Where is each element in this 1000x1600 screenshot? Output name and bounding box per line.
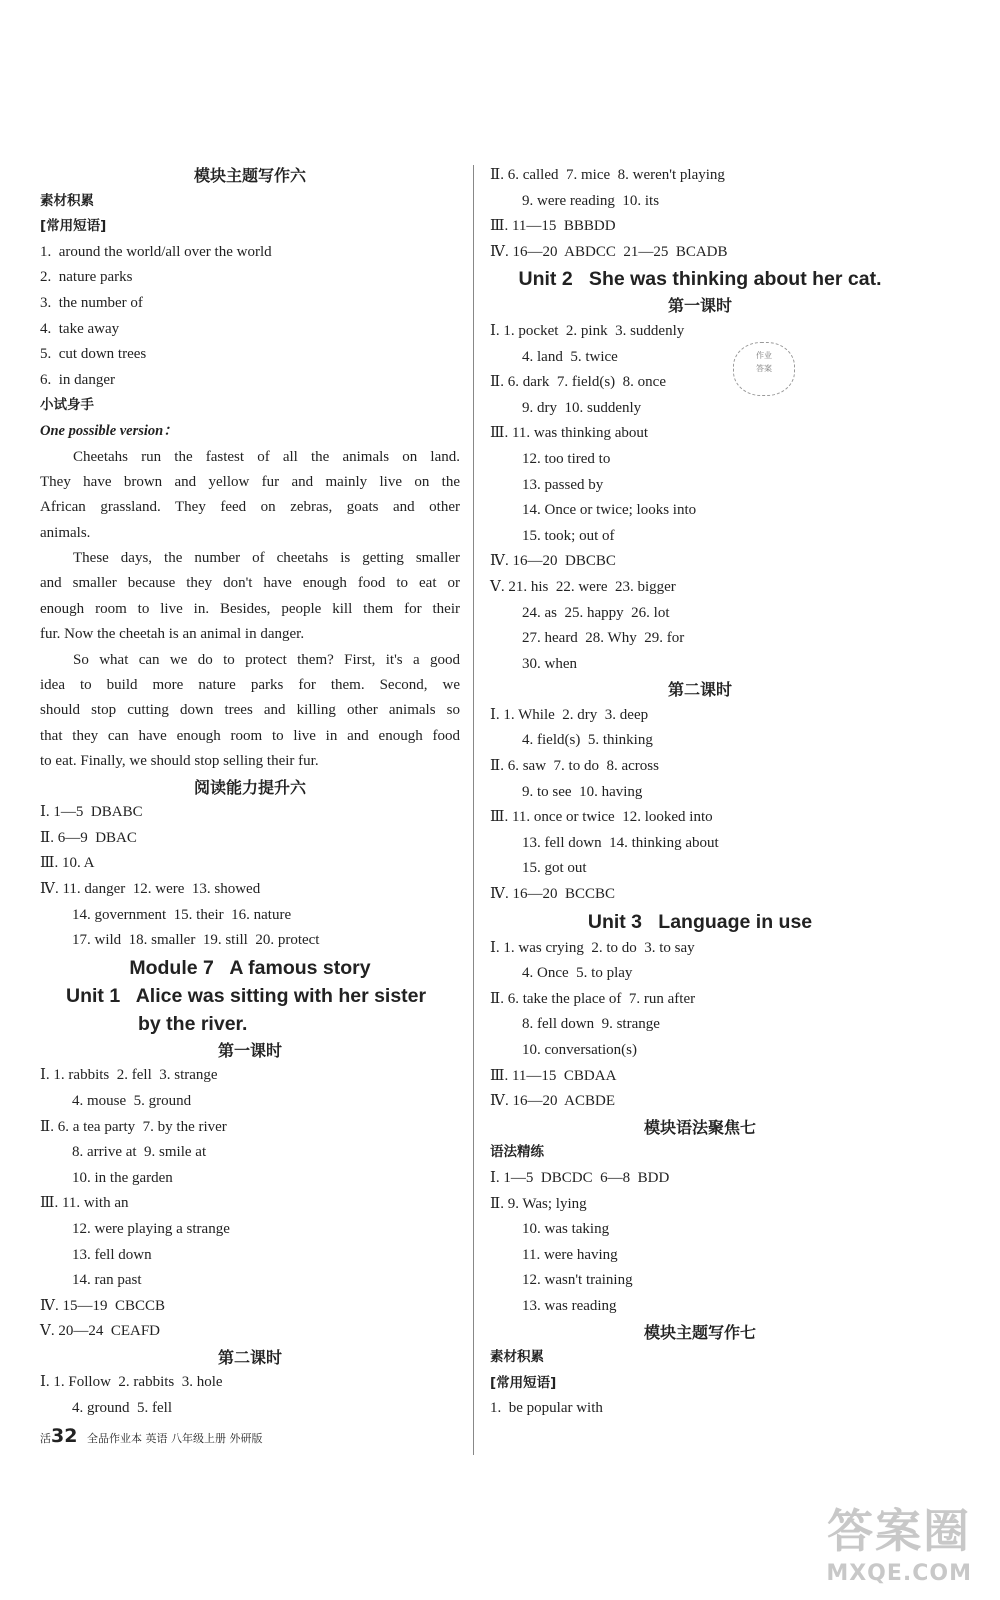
phrase-item: 4. take away	[40, 320, 120, 337]
answer-line: Ⅲ. 11—15 CBDAA	[490, 1067, 617, 1084]
answer-line: 27. heard 28. Why 29. for	[522, 630, 685, 647]
answer-line: Ⅰ. 1. rabbits 2. fell 3. strange	[40, 1067, 218, 1084]
answer-line: Ⅲ. 11—15 BBBDD	[490, 218, 616, 235]
essay-line: that they can have enough room to live in and enough food	[40, 727, 460, 744]
essay-line: fur. Now the cheetah is an animal in danger.	[40, 626, 305, 643]
answer-line: Ⅳ. 16—20 ACBDE	[490, 1093, 615, 1110]
section-title-reading6: 阅读能力提升六	[193, 777, 306, 797]
lesson2-title: 第二课时	[217, 1347, 282, 1367]
answer-line: Ⅳ. 16—20 ABDCC 21—25 BCADB	[490, 243, 728, 260]
answer-line: Ⅴ. 20—24 CEAFD	[40, 1323, 161, 1340]
answer-line: 14. Once or twice; looks into	[522, 502, 697, 519]
answer-line: Ⅰ. 1. pocket 2. pink 3. suddenly	[490, 322, 685, 339]
unit1-title: Unit 1 Alice was sitting with her sister	[66, 984, 427, 1007]
essay-line: These days, the number of cheetahs is getting smaller	[73, 550, 460, 567]
answer-line: 9. dry 10. suddenly	[522, 399, 642, 416]
answer-line: 11. were having	[522, 1246, 618, 1263]
answer-line: 10. conversation(s)	[522, 1042, 637, 1058]
phrase-item: 6. in danger	[40, 371, 115, 388]
answer-line: 13. was reading	[522, 1297, 617, 1314]
module-title: Module 7 A famous story	[129, 956, 371, 979]
answer-line: Ⅰ. 1. was crying 2. to do 3. to say	[490, 939, 695, 956]
book-name: 全品作业本 英语 八年级上册 外研版	[86, 1432, 263, 1445]
version-label: One possible version：	[40, 422, 178, 439]
column-divider	[473, 165, 474, 1455]
answer-line: Ⅱ. 6—9 DBAC	[40, 829, 137, 846]
answer-line: Ⅱ. 9. Was; lying	[490, 1195, 587, 1212]
answer-line: Ⅰ. 1. Follow 2. rabbits 3. hole	[40, 1374, 223, 1391]
grammar-label: 语法精练	[490, 1144, 544, 1161]
answer-line: 9. to see 10. having	[522, 783, 643, 800]
u2-lesson1-title: 第一课时	[667, 296, 732, 316]
answer-line: 4. ground 5. fell	[72, 1400, 172, 1417]
answer-line: Ⅲ. 11. was thinking about	[490, 425, 649, 442]
page-footer	[40, 1425, 262, 1447]
essay-line: idea to build more nature parks for them. Second, we	[40, 677, 460, 694]
answer-line: 24. as 25. happy 26. lot	[522, 604, 670, 621]
answer-line: 17. wild 18. smaller 19. still 20. protect	[72, 932, 320, 949]
phrase-item: 2. nature parks	[40, 269, 133, 286]
answer-line: 13. fell down	[72, 1246, 152, 1263]
answer-line: 12. wasn't training	[522, 1272, 633, 1289]
answer-line: Ⅳ. 11. danger 12. were 13. showed	[40, 880, 261, 897]
essay-line: and smaller because they don't have enough food to eat or	[40, 575, 460, 592]
unit2-title: Unit 2 She was thinking about her cat.	[518, 268, 882, 291]
phrase-item: 1. around the world/all over the world	[40, 243, 272, 260]
answer-line: Ⅲ. 10. A	[40, 855, 95, 872]
essay-line: African grassland. They feed on zebras, goats and other	[40, 499, 460, 516]
lesson1-title: 第一课时	[217, 1040, 282, 1060]
answer-line: 4. land 5. twice	[522, 348, 618, 365]
answer-line: 4. mouse 5. ground	[72, 1092, 192, 1109]
answer-line: Ⅳ. 15—19 CBCCB	[40, 1297, 166, 1314]
answer-line: Ⅱ. 6. take the place of 7. run after	[490, 990, 696, 1007]
answer-line: 15. got out	[522, 860, 587, 877]
answer-line: 4. Once 5. to play	[522, 965, 633, 982]
answer-line: 15. took; out of	[522, 527, 615, 544]
footer-prefix: 活	[40, 1432, 51, 1445]
unit1-title-cont: by the river.	[138, 1012, 248, 1035]
answer-line: 12. too tired to	[522, 450, 611, 467]
essay-line: So what can we do to protect them? First, it's a good	[73, 651, 460, 668]
answer-line: 14. ran past	[72, 1272, 142, 1289]
essay-line: They have brown and yellow fur and mainly live on the	[40, 473, 460, 490]
essay-line: to eat. Finally, we should stop selling their fur.	[40, 753, 319, 770]
writing7-title: 模块主题写作七	[643, 1322, 756, 1342]
answer-line: Ⅱ. 6. dark 7. field(s) 8. once	[490, 374, 666, 391]
answer-line: 9. were reading 10. its	[522, 192, 660, 209]
phrase-item: 1. be popular with	[490, 1400, 603, 1417]
answer-line: Ⅰ. 1. While 2. dry 3. deep	[490, 706, 649, 723]
material-label: 素材积累	[490, 1349, 544, 1366]
answer-line: Ⅴ. 21. his 22. were 23. bigger	[490, 578, 676, 595]
answer-line: 13. passed by	[522, 476, 604, 493]
essay-line: should stop cutting down trees and killing other animals so	[40, 702, 460, 719]
essay-line: animals.	[40, 524, 91, 541]
answer-line: 12. were playing a strange	[72, 1220, 230, 1237]
phrases-label: [常用短语]	[490, 1374, 557, 1391]
answer-line: Ⅳ. 16—20 BCCBC	[490, 886, 616, 903]
phrase-item: 3. the number of	[40, 294, 143, 311]
answer-line: 30. when	[522, 655, 577, 672]
essay-line: Cheetahs run the fastest of all the animals on land.	[73, 448, 460, 465]
answer-line: Ⅱ. 6. a tea party 7. by the river	[40, 1118, 227, 1135]
right-column	[490, 163, 910, 1422]
essay-line: enough room to live in. Besides, people kill them for their	[40, 600, 460, 617]
answer-line: Ⅱ. 6. called 7. mice 8. weren't playing	[490, 167, 725, 183]
answer-line: 4. field(s) 5. thinking	[522, 732, 653, 749]
answer-line: Ⅲ. 11. with an	[40, 1195, 129, 1212]
answer-line: 8. arrive at 9. smile at	[72, 1144, 207, 1161]
watermark	[826, 1495, 972, 1586]
watermark-logo-text: 答案圈	[827, 1504, 972, 1558]
section-title-writing6: 模块主题写作六	[193, 166, 306, 185]
unit3-title: Unit 3 Language in use	[587, 910, 813, 933]
answer-line: 14. government 15. their 16. nature	[72, 906, 292, 923]
grammar-title: 模块语法聚焦七	[643, 1117, 756, 1137]
phrase-item: 5. cut down trees	[40, 346, 147, 363]
u2-lesson2-title: 第二课时	[667, 680, 732, 700]
answer-line: Ⅲ. 11. once or twice 12. looked into	[490, 809, 713, 826]
watermark-url: MXQE.COM	[826, 1561, 972, 1586]
phrases-label: [常用短语]	[40, 218, 107, 235]
answer-line: Ⅰ. 1—5 DBCDC 6—8 BDD	[490, 1169, 670, 1186]
material-label: 素材积累	[40, 192, 94, 209]
stamp-logo: 作业 答案	[733, 342, 795, 396]
answer-line: Ⅱ. 6. saw 7. to do 8. across	[490, 758, 659, 775]
answer-line: Ⅳ. 16—20 DBCBC	[490, 553, 616, 570]
answer-line: Ⅰ. 1—5 DBABC	[40, 804, 143, 821]
answer-line: 8. fell down 9. strange	[522, 1016, 660, 1033]
answer-line: 10. was taking	[522, 1221, 610, 1238]
left-column	[40, 163, 460, 1422]
page-number: 32	[51, 1425, 78, 1447]
try-label: 小试身手	[40, 397, 94, 414]
answer-line: 10. in the garden	[72, 1169, 173, 1186]
answer-line: 13. fell down 14. thinking about	[522, 834, 719, 851]
